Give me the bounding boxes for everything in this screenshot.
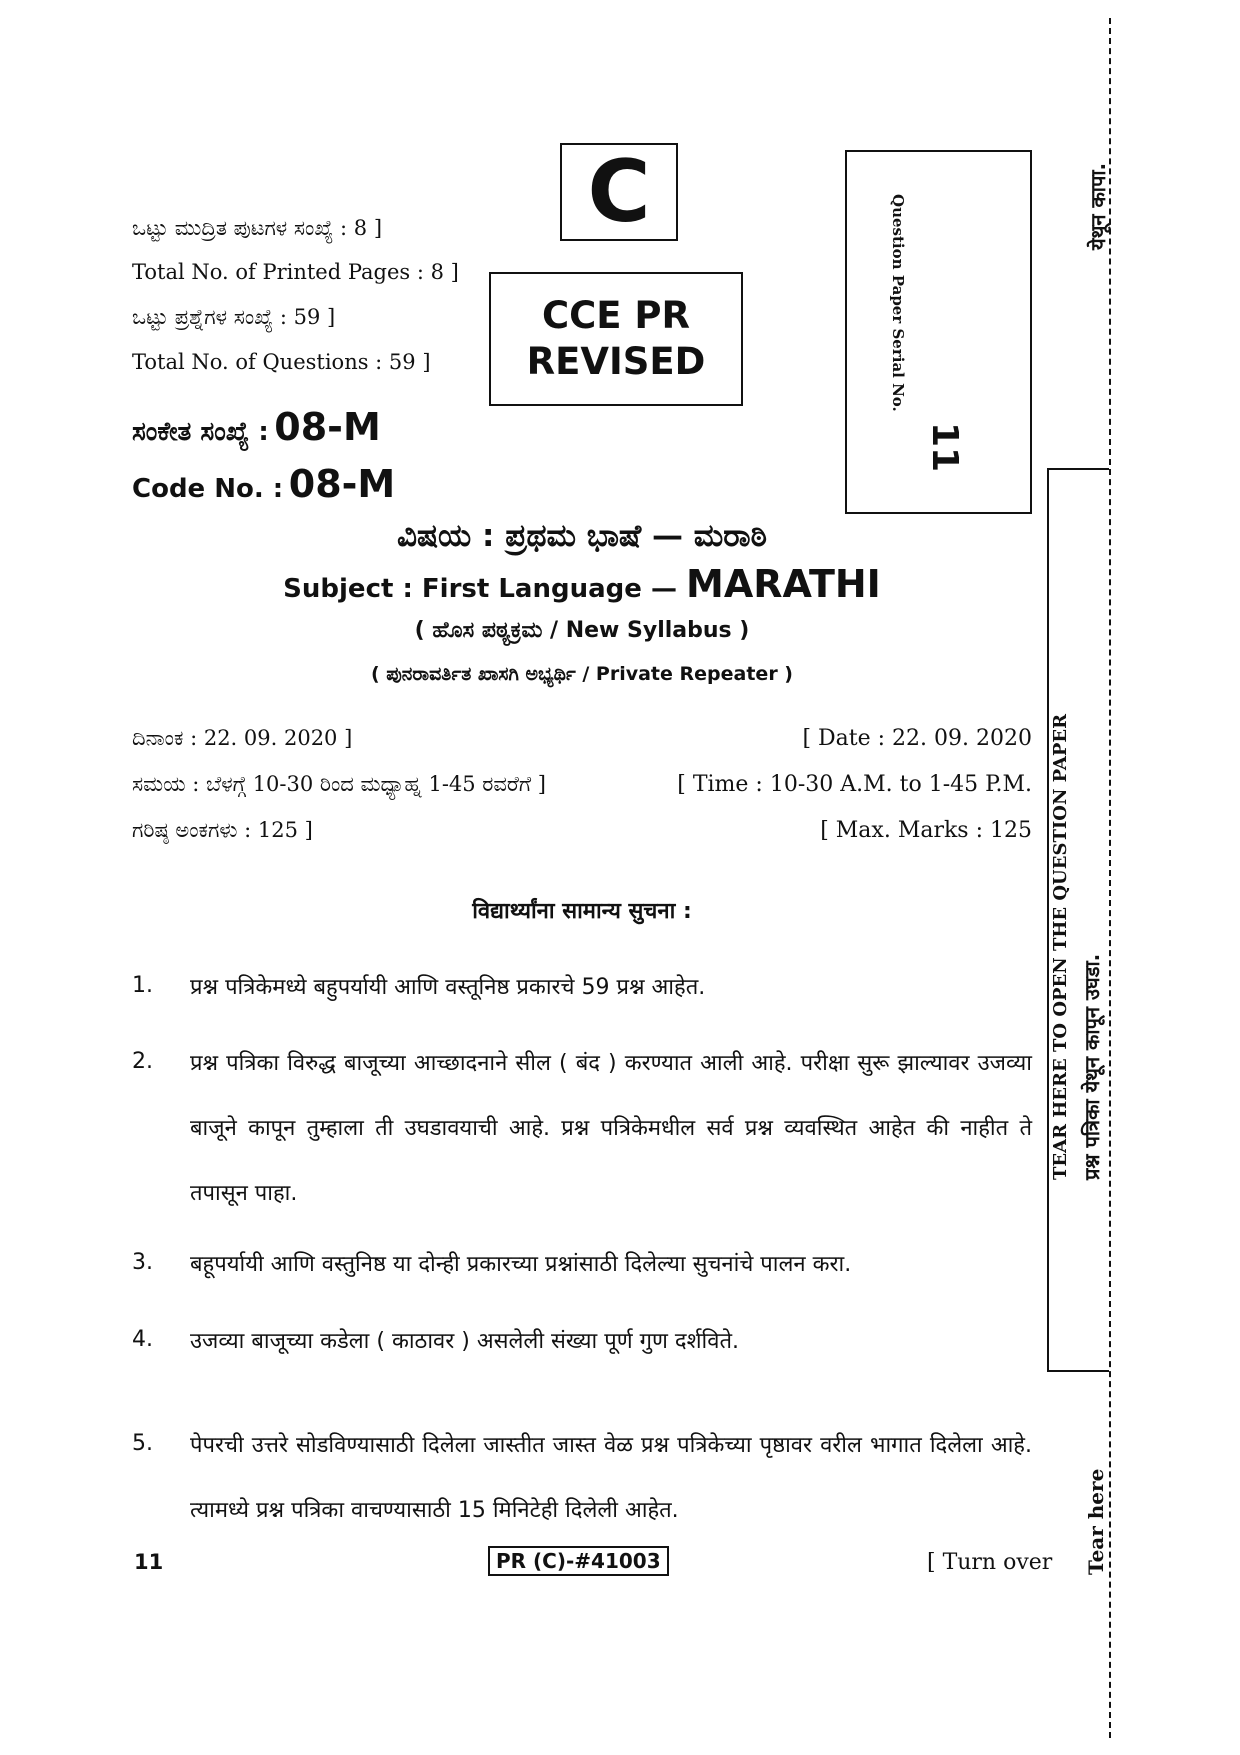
instruction-number: 2.	[132, 1049, 153, 1074]
instruction-text: बहूपर्यायी आणि वस्तुनिष्ठ या दोन्ही प्रकारच्या प्रश्नांसाठी दिलेल्या सुचनांचे पालन करा.	[190, 1252, 852, 1277]
date-en: [ Date : 22. 09. 2020	[802, 726, 1032, 751]
code-number-en	[132, 462, 395, 506]
date-kn: ದಿನಾಂಕ : 22. 09. 2020 ]	[132, 726, 353, 750]
repeater-line: ( ಪುನರಾವರ್ತಿತ ಖಾಸಗಿ ಅಭ್ಯರ್ಥಿ / Private Repeater )	[371, 663, 793, 685]
tear-dashed-line[interactable]	[1109, 18, 1111, 1738]
tear-here-label-mr: प्रश्न पत्रिका येथून कापून उघडा.	[1080, 953, 1104, 1180]
serial-label: Question Paper Serial No.	[889, 194, 907, 412]
time-en: [ Time : 10-30 A.M. to 1-45 P.M.	[677, 772, 1032, 797]
code-kn-label: ಸಂಕೇತ ಸಂಖ್ಯೆ :	[132, 417, 269, 447]
subject-kannada: ವಿಷಯ : ಪ್ರಥಮ ಭಾಷೆ — ಮರಾಠಿ	[396, 518, 767, 554]
instruction-text: प्रश्न पत्रिका विरुद्ध बाजूच्या आच्छादनाने सील ( बंद ) करण्यात आली आहे. परीक्षा सुरू झाल्यावर उजव्या बाजूने कापून तुम्हाला ती उघडावयाची आहे. प्रश्न पत्रिकेमधील सर्व प्रश्न व्यवस्थित आहेत की नाहीत ते तपासून पाहा.	[190, 1051, 1032, 1206]
instruction-item	[132, 1309, 1032, 1374]
total-questions-en: Total No. of Questions : 59 ]	[132, 350, 431, 374]
tear-top-label: येथून कापा.	[1086, 162, 1110, 250]
instruction-text: प्रश्न पत्रिकेमध्ये बहुपर्यायी आणि वस्तूनिष्ठ प्रकारचे 59 प्रश्न आहेत.	[190, 975, 706, 1000]
instruction-number: 1.	[132, 973, 153, 998]
instruction-number: 3.	[132, 1250, 153, 1275]
marks-kn: ಗರಿಷ್ಠ ಅಂಕಗಳು : 125 ]	[132, 818, 313, 842]
page-number: 11	[134, 1550, 164, 1574]
total-questions-kn: ಒಟ್ಟು ಪ್ರಶ್ನೆಗಳ ಸಂಖ್ಯೆ : 59 ]	[132, 305, 336, 329]
turn-over: [ Turn over	[927, 1550, 1053, 1575]
instruction-item	[132, 1031, 1032, 1226]
syllabus-line: ( ಹೊಸ ಪಠ್ಯಕ್ರಮ / New Syllabus )	[414, 618, 750, 643]
time-kn: ಸಮಯ : ಬೆಳಗ್ಗೆ 10-30 ರಿಂದ ಮಧ್ಯಾಹ್ನ 1-45 ರವರೆಗೆ ]	[132, 772, 546, 796]
instruction-item	[132, 1413, 1032, 1543]
printed-pages-en: Total No. of Printed Pages : 8 ]	[132, 260, 459, 284]
code-en-label: Code No. :	[132, 474, 284, 504]
tear-here-label-en: TEAR HERE TO OPEN THE QUESTION PAPER	[1050, 713, 1071, 1180]
serial-value: 11	[924, 422, 965, 473]
cce-line1: CCE PR	[541, 293, 691, 337]
tear-here-label: Tear here	[1084, 1468, 1108, 1575]
instruction-text: पेपरची उत्तरे सोडविण्यासाठी दिलेला जास्तीत जास्त वेळ प्रश्न पत्रिकेच्या पृष्ठावर वरील भागात दिलेला आहे. त्यामध्ये प्रश्न पत्रिका वाचण्यासाठी 15 मिनिटेही दिलेली आहेत.	[190, 1433, 1032, 1523]
code-number-kn	[132, 405, 381, 449]
instructions-title: विद्यार्थ्यांना सामान्य सुचना :	[472, 899, 692, 924]
cce-line2: REVISED	[526, 340, 706, 383]
instruction-item	[132, 1232, 1032, 1297]
cce-box	[489, 272, 743, 406]
instruction-text: उजव्या बाजूच्या कडेला ( काठावर ) असलेली संख्या पूर्ण गुण दर्शविते.	[190, 1329, 740, 1354]
instruction-number: 5.	[132, 1431, 153, 1456]
printed-pages-kn: ಒಟ್ಟು ಮುದ್ರಿತ ಪುಟಗಳ ಸಂಖ್ಯೆ : 8 ]	[132, 216, 383, 240]
paper-code: PR (C)-#41003	[488, 1546, 669, 1576]
subject-english	[132, 562, 1032, 606]
subject-prefix: Subject : First Language —	[283, 574, 677, 604]
paper-version-box	[560, 143, 678, 241]
paper-version-letter: C	[587, 142, 651, 242]
code-en-value: 08-M	[288, 462, 396, 506]
serial-number-box	[845, 150, 1032, 514]
code-kn-value: 08-M	[274, 405, 381, 449]
instruction-number: 4.	[132, 1327, 153, 1352]
subject-name: MARATHI	[686, 562, 881, 606]
marks-en: [ Max. Marks : 125	[820, 818, 1032, 843]
instruction-item	[132, 955, 1032, 1020]
